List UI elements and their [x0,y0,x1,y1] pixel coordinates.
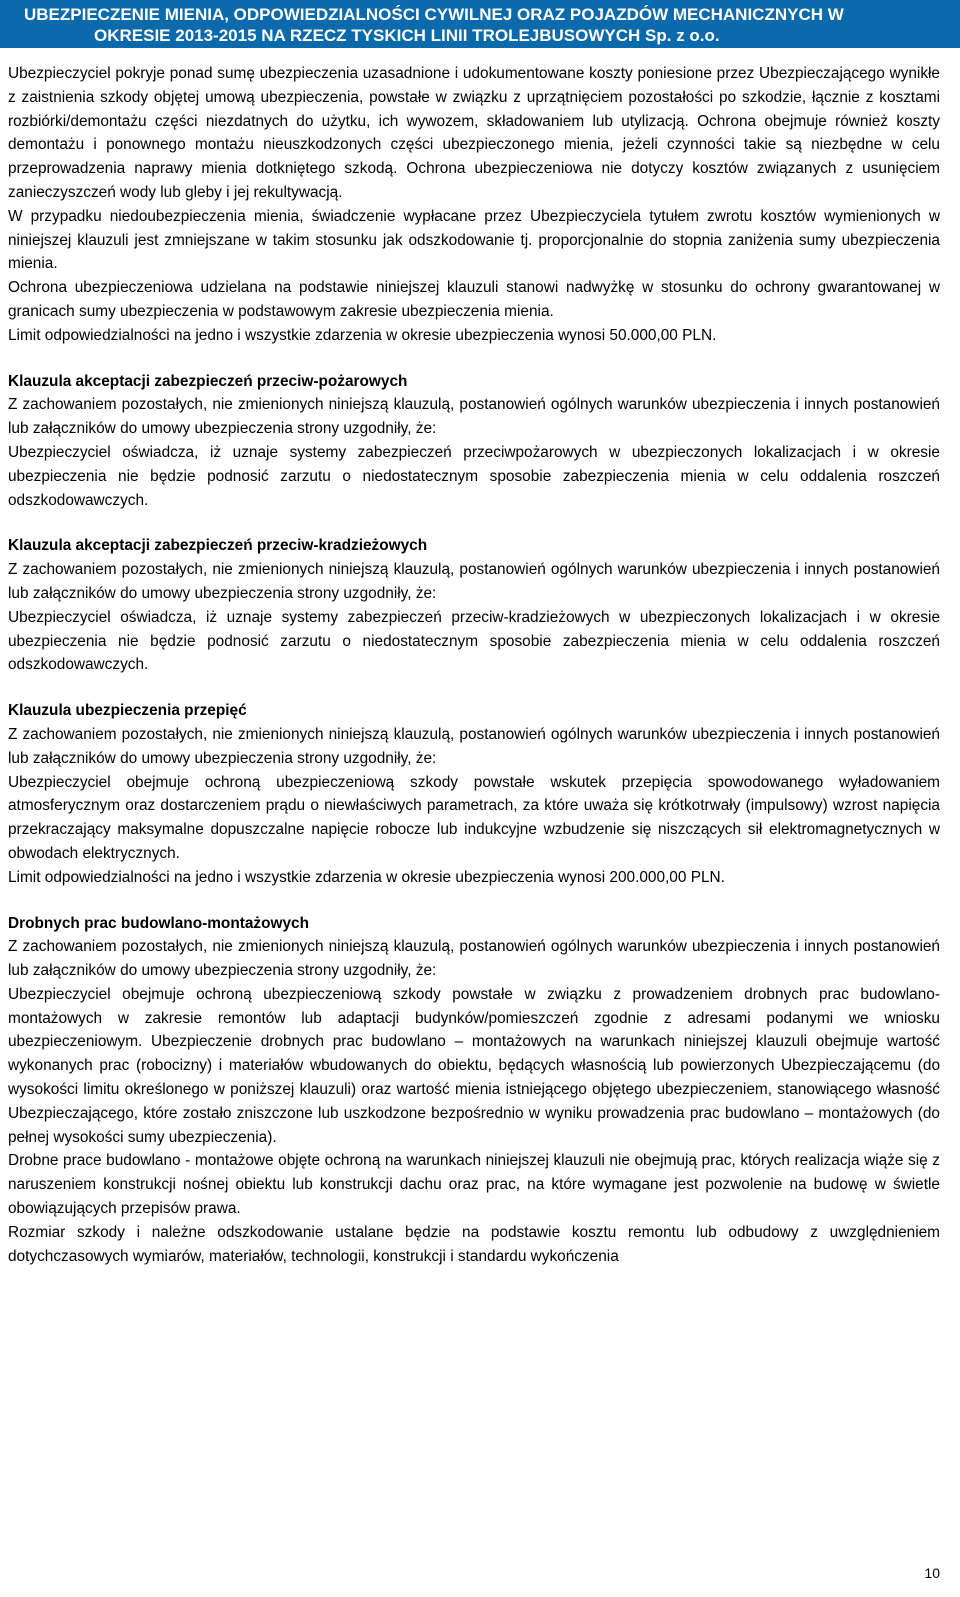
clause-theft-protection [8,534,940,677]
section-gap [8,348,940,370]
clause-paragraph: Rozmiar szkody i należne odszkodowanie ustalane będzie na podstawie kosztu remontu lub odbudowy z uwzględnieniem dotychczasowych wymiarów, materiałów, technologii, konstrukcji i standardu wykończenia [8,1223,940,1265]
intro-paragraph-3: Ochrona ubezpieczeniowa udzielana na podstawie niniejszej klauzuli stanowi nadwyżkę w stosunku do ochrony gwarantowanej w granicach sumy ubezpieczenia w podstawowym zakresie ubezpieczenia mienia. [8,279,940,320]
clause-paragraph: Z zachowaniem pozostałych, nie zmienionych niniejszą klauzulą, postanowień ogólnych warunków ubezpieczenia i innych postanowień lub załączników do umowy ubezpieczenia strony uzgodniły, że: [8,938,940,980]
intro-limit: Limit odpowiedzialności na jedno i wszystkie zdarzenia w okresie ubezpieczenia wynosi 50.000,00 PLN. [8,326,717,344]
clause-paragraph: Ubezpieczyciel obejmuje ochroną ubezpieczeniową szkody powstałe w związku z prowadzeniem drobnych prac budowlano-montażowych w zakresie remontów lub adaptacji budynków/pomieszczeń zgodnie z adresami podanymi we wniosku ubezpieczeniowym. Ubezpieczenie drobnych prac budowlano – montażowych na warunkach niniejszej klauzuli obejmuje wartość wykonanych prac (robocizny) i materiałów wbudowanych do obiektu, będących własnością lub powierzonych Ubezpieczającemu (do wysokości limitu określonego w poniższej klauzuli) oraz wartość mienia istniejącego objętego ubezpieczeniem, stanowiącego własność Ubezpieczającego, które zostało zniszczone lub uszkodzone bezpośrednio w wyniku prowadzenia prac budowlano – montażowych (do pełnej wysokości sumy ubezpieczenia). [8,985,940,1146]
clause-heading: Klauzula akceptacji zabezpieczeń przeciw-kradzieżowych [8,537,428,555]
header-title-line-2: OKRESIE 2013-2015 NA RZECZ TYSKICH LINII TROLEJBUSOWYCH Sp. z o.o. [94,26,720,45]
clause-heading: Drobnych prac budowlano-montażowych [8,914,309,932]
clause-paragraph: Z zachowaniem pozostałych, nie zmienionych niniejszą klauzulą, postanowień ogólnych warunków ubezpieczenia i innych postanowień lub załączników do umowy ubezpieczenia strony uzgodniły, że: [8,396,940,438]
intro-paragraph-1: Ubezpieczyciel pokryje ponad sumę ubezpieczenia uzasadnione i udokumentowane koszty poniesione przez Ubezpieczającego wynikłe z zaistnienia szkody objętej umową ubezpieczenia, powstałe w związku z uprzątnięciem pozostałości po szkodzie, łącznie z kosztami rozbiórki/demontażu części niezdatnych do użytku, ich wywozem, składowaniem lub utylizacją. Ochrona obejmuje również koszty demontażu i ponownego montażu nieuszkodzonych części ubezpieczonego mienia, jeżeli czynności takie są niezbędne w celu przeprowadzenia naprawy mienia dotkniętego szkodą. Ochrona ubezpieczeniowa nie dotyczy kosztów związanych z usunięciem zanieczyszczeń wody lub gleby i jej rekultywacją. [8,65,940,201]
page-number: 10 [924,1565,940,1581]
document-body [8,62,940,1268]
clause-paragraph: Ubezpieczyciel oświadcza, iż uznaje systemy zabezpieczeń przeciw-kradzieżowych w ubezpieczonych lokalizacjach i w okresie ubezpieczenia nie będzie podnosić zarzutu o niedostatecznym sposobie zabezpieczenia mienia w celu oddalenia roszczeń odszkodowawczych. [8,608,940,674]
clause-surge-insurance [8,699,940,889]
clause-paragraph: Z zachowaniem pozostałych, nie zmienionych niniejszą klauzulą, postanowień ogólnych warunków ubezpieczenia i innych postanowień lub załączników do umowy ubezpieczenia strony uzgodniły, że: [8,561,940,602]
section-gap [8,890,940,912]
clause-limit: Limit odpowiedzialności na jedno i wszystkie zdarzenia w okresie ubezpieczenia wynosi 200.000,00 PLN. [8,868,725,886]
header-title-line-1: UBEZPIECZENIE MIENIA, ODPOWIEDZIALNOŚCI CYWILNEJ ORAZ POJAZDÓW MECHANICZNYCH W [24,5,844,24]
clause-heading: Klauzula ubezpieczenia przepięć [8,702,247,720]
clause-heading: Klauzula akceptacji zabezpieczeń przeciw-pożarowych [8,372,408,390]
section-gap [8,512,940,534]
clause-paragraph: Ubezpieczyciel oświadcza, iż uznaje systemy zabezpieczeń przeciwpożarowych w ubezpieczonych lokalizacjach i w okresie ubezpieczenia nie będzie podnosić zarzutu o niedostatecznym sposobie zabezpieczenia mienia w celu oddalenia roszczeń odszkodowawczych. [8,443,940,509]
clause-paragraph: Z zachowaniem pozostałych, nie zmienionych niniejszą klauzulą, postanowień ogólnych warunków ubezpieczenia i innych postanowień lub załączników do umowy ubezpieczenia strony uzgodniły, że: [8,725,940,767]
clause-paragraph: Ubezpieczyciel obejmuje ochroną ubezpieczeniową szkody powstałe wskutek przepięcia spowodowanego wyładowaniem atmosferycznym oraz dostarczeniem prądu o niewłaściwych parametrach, za które uważa się krótkotrwały (impulsowy) wzrost napięcia przekraczający maksymalne dopuszczalne napięcie robocze lub indukcyjne wzbudzenie się niszczących sił elektromagnetycznych w obwodach elektrycznych. [8,773,940,862]
section-gap [8,677,940,699]
intro-paragraph-2: W przypadku niedoubezpieczenia mienia, świadczenie wypłacane przez Ubezpieczyciela tytułem zwrotu kosztów wymienionych w niniejszej klauzuli jest zmniejszane w takim stosunku jak odszkodowanie tj. proporcjonalnie do stopnia zaniżenia sumy ubezpieczenia mienia. [8,207,940,273]
clause-paragraph: Drobne prace budowlano - montażowe objęte ochroną na warunkach niniejszej klauzuli nie obejmują prac, których realizacja wiąże się z naruszeniem konstrukcji nośnej obiektu lub konstrukcji dachu oraz prac, na które wymagane jest pozwolenie na budowę w świetle obowiązujących przepisów prawa. [8,1152,940,1218]
clause-fire-protection [8,370,940,513]
clause-construction-works [8,912,940,1269]
document-header [0,0,960,48]
